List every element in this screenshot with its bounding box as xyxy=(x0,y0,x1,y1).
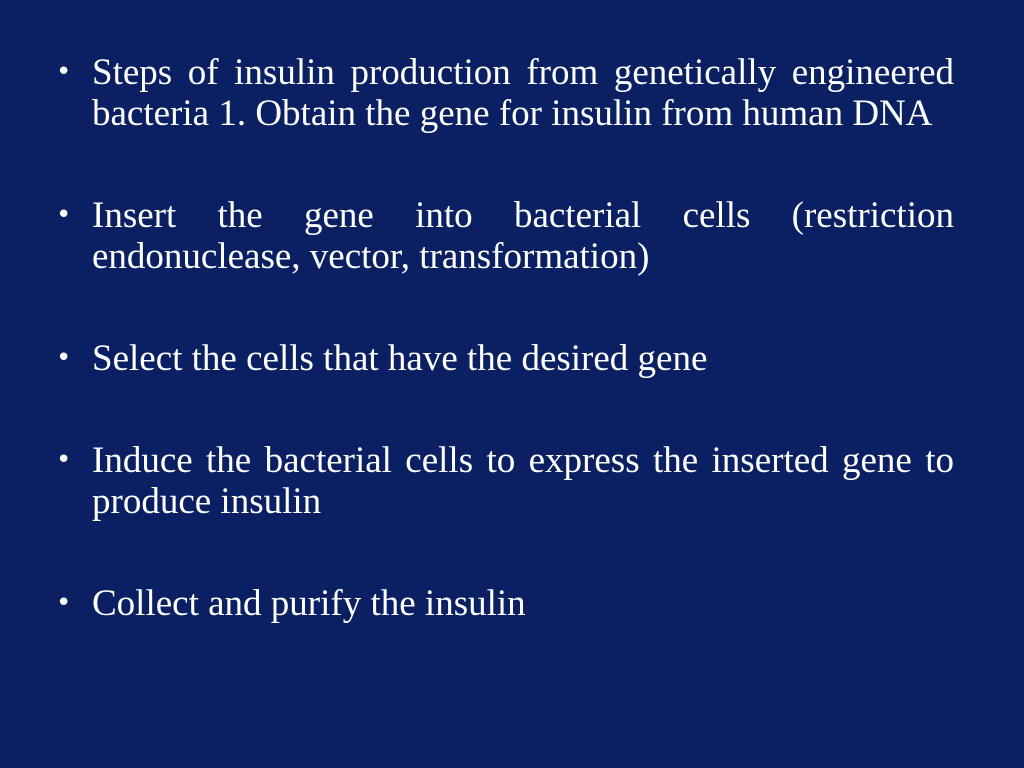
bullet-dot-icon: • xyxy=(56,200,72,230)
bullet-item-insert xyxy=(56,195,954,277)
bullet-item-select xyxy=(56,338,954,379)
bullet-list xyxy=(56,52,954,624)
bullet-item-steps xyxy=(56,52,954,134)
bullet-dot-icon: • xyxy=(56,57,72,87)
bullet-text: Select the cells that have the desired gene xyxy=(92,338,708,379)
bullet-dot-icon: • xyxy=(56,445,72,475)
bullet-text: Steps of insulin production from genetically engineered bacteria 1. Obtain the gene for insulin from human DNA xyxy=(92,52,954,134)
bullet-text: Insert the gene into bacterial cells (restriction endonuclease, vector, transformation) xyxy=(92,195,954,277)
bullet-item-collect xyxy=(56,583,954,624)
bullet-dot-icon: • xyxy=(56,588,72,618)
bullet-text: Induce the bacterial cells to express the inserted gene to produce insulin xyxy=(92,440,954,522)
bullet-text: Collect and purify the insulin xyxy=(92,583,526,624)
bullet-dot-icon: • xyxy=(56,343,72,373)
bullet-item-induce xyxy=(56,440,954,522)
